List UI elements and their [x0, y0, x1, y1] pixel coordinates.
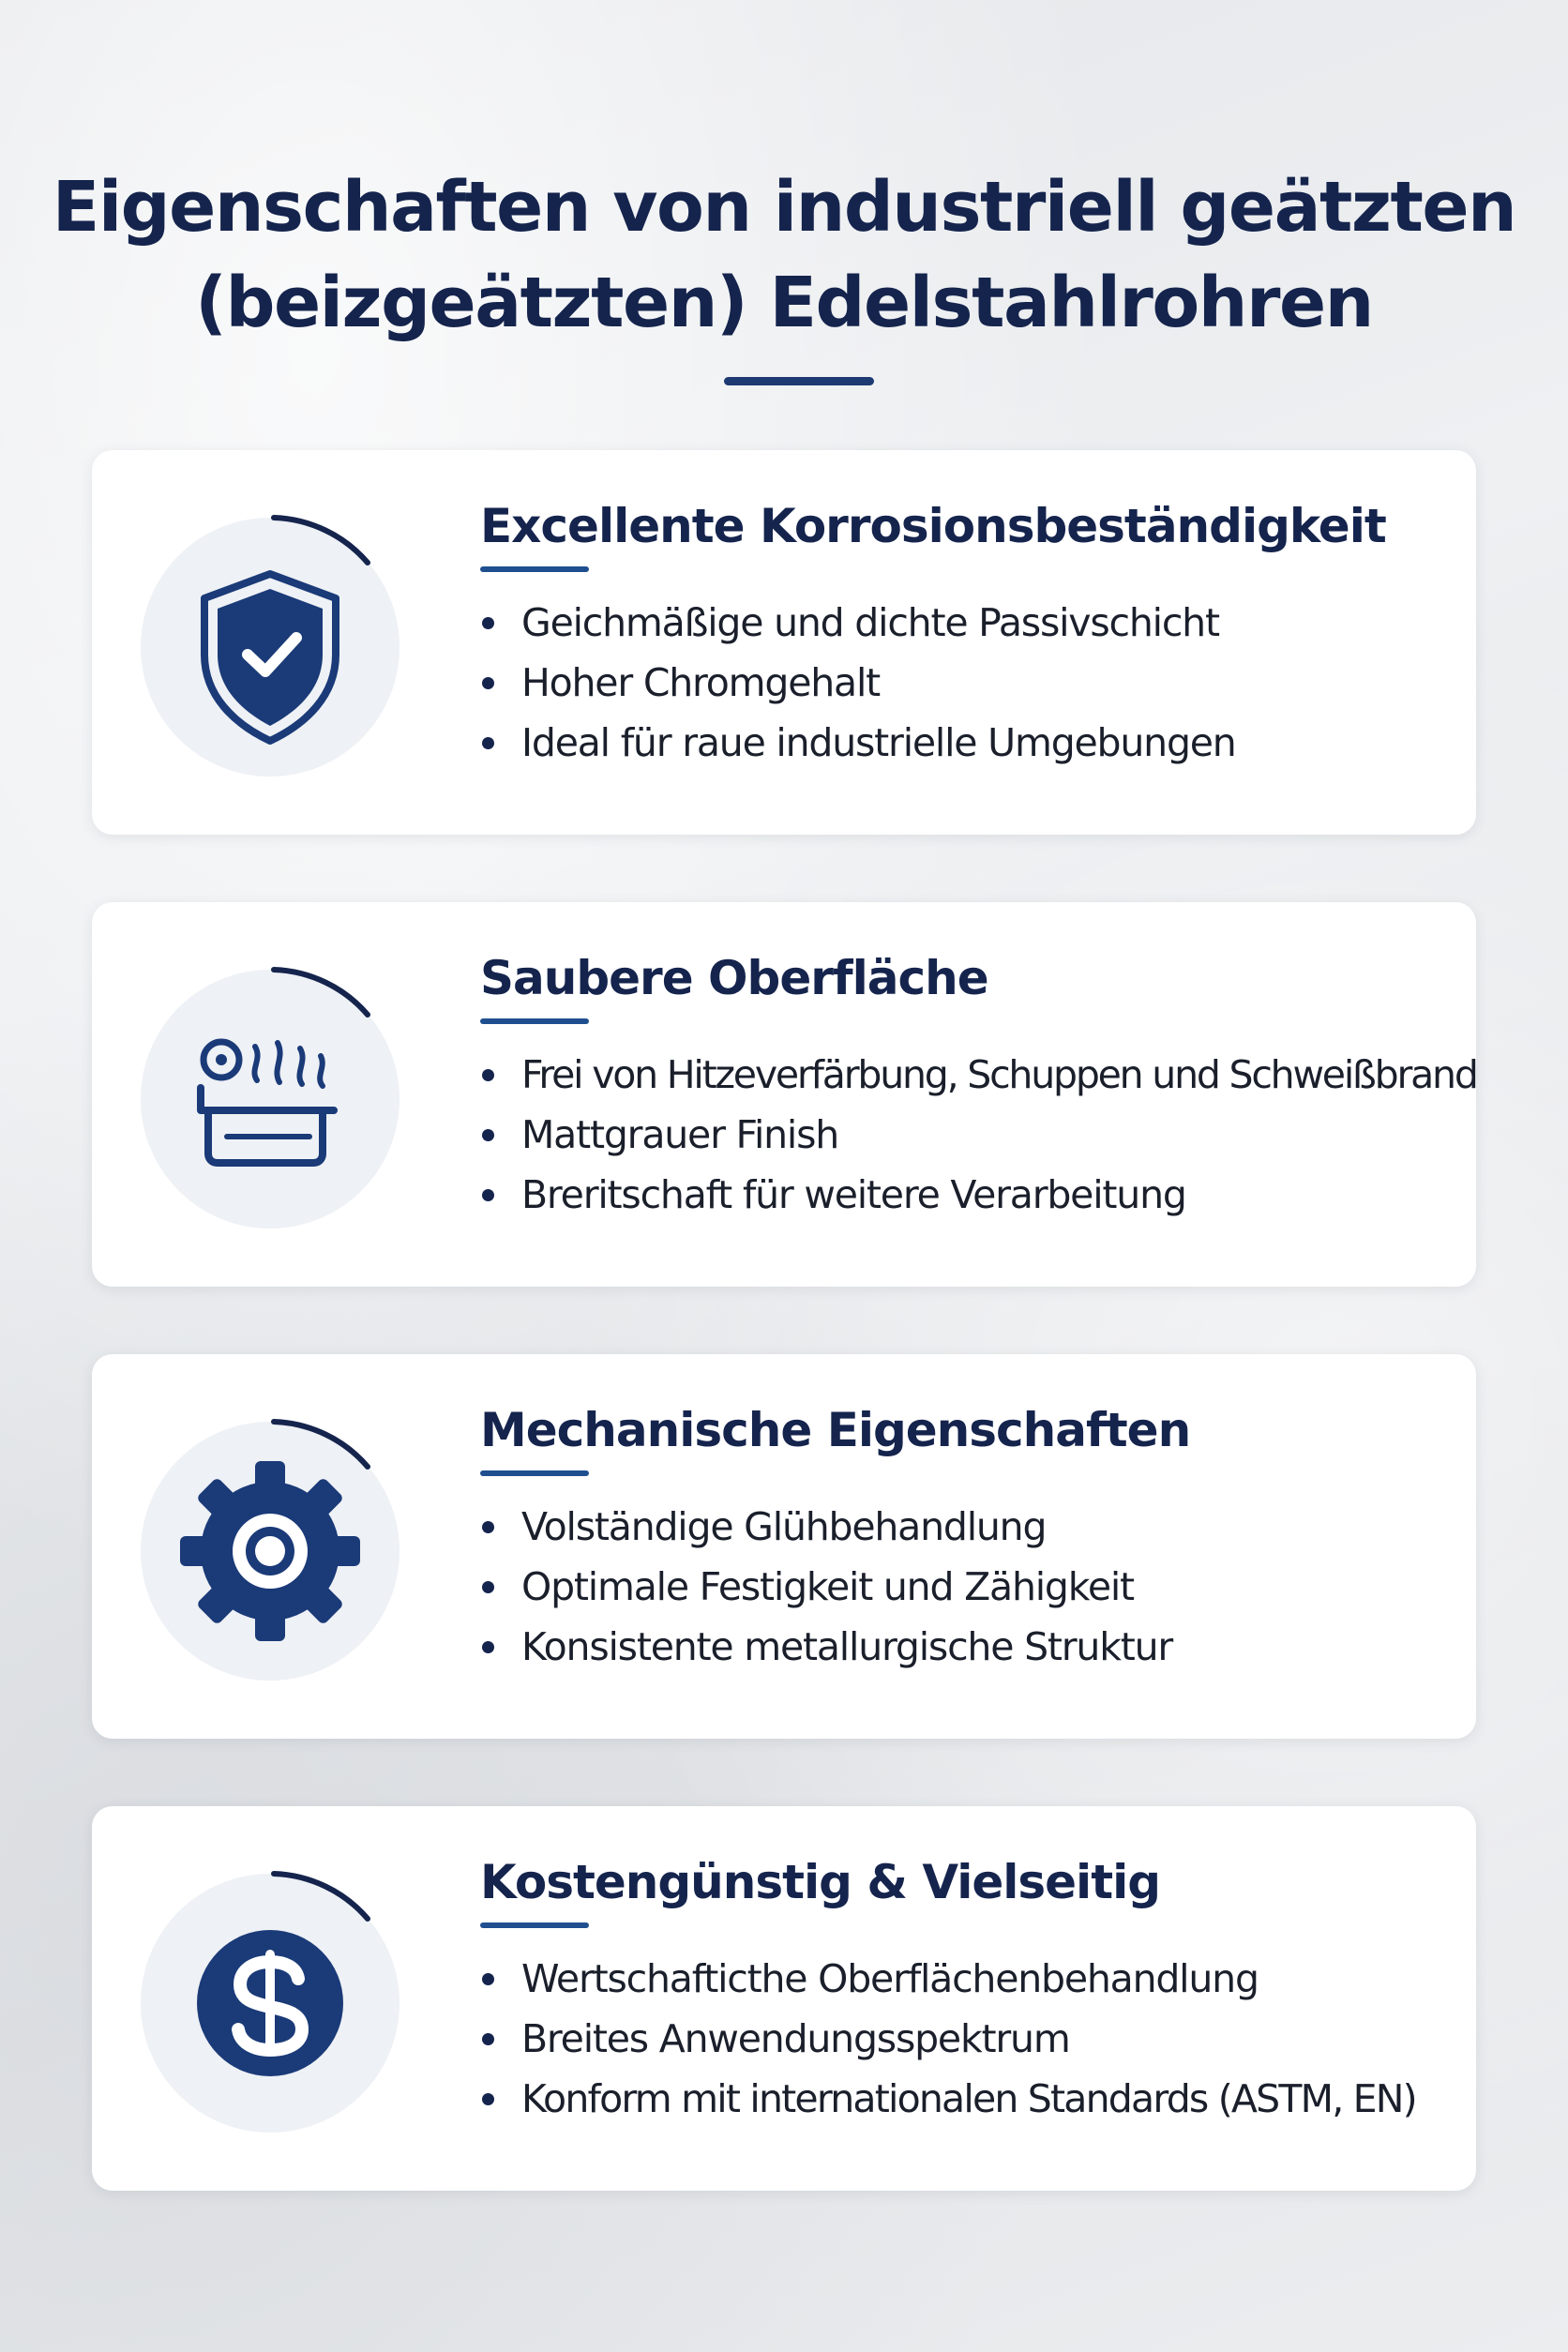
bullet-dot: [482, 1129, 494, 1141]
bullet-dot: [482, 2033, 494, 2045]
bullet-text: Konform mit internationalen Standards (ASTM, EN): [521, 2076, 1416, 2121]
bullet-dot: [482, 1973, 494, 1985]
feature-card-mechanical: [92, 1354, 1476, 1739]
clean-surface-tray-icon: [129, 958, 411, 1240]
list-item: [480, 1949, 1416, 2009]
bullet-text: Breites Anwendungsspektrum: [521, 2016, 1070, 2061]
list-item: [480, 1557, 1172, 1617]
bullet-dot: [482, 1641, 494, 1653]
list-item: [480, 1105, 1477, 1165]
bullet-dot: [482, 1069, 494, 1081]
gear-icon: [129, 1410, 411, 1692]
list-item: [480, 2009, 1416, 2069]
heading-underline: [480, 1018, 589, 1024]
bullet-text: Konsistente metallurgische Struktur: [521, 1624, 1173, 1669]
bullet-text: Hoher Chromgehalt: [521, 660, 881, 705]
heading-underline: [480, 1922, 589, 1928]
bullet-dot: [482, 617, 494, 629]
card-heading: Excellente Korrosionsbeständigkeit: [480, 499, 1386, 553]
card-heading: Mechanische Eigenschaften: [480, 1403, 1191, 1457]
page-title-line-1: Eigenschaften von industriell geätzten: [52, 167, 1516, 248]
card-heading: Kostengünstig & Vielseitig: [480, 1855, 1161, 1909]
page-title: [0, 159, 1568, 351]
heading-underline: [480, 566, 589, 572]
list-item: [480, 593, 1236, 653]
bullet-text: Frei von Hitzeverfärbung, Schuppen und Schweißbrand: [521, 1052, 1477, 1097]
list-item: [480, 1497, 1172, 1557]
bullet-list: [480, 1497, 1172, 1677]
bullet-dot: [482, 1521, 494, 1533]
card-heading: Saubere Oberfläche: [480, 951, 988, 1005]
bullet-dot: [482, 677, 494, 689]
shield-check-icon: [129, 506, 411, 788]
bullet-list: [480, 1949, 1416, 2129]
list-item: [480, 2069, 1416, 2129]
bullet-text: Optimale Festigkeit und Zähigkeit: [521, 1564, 1134, 1609]
list-item: [480, 1045, 1477, 1105]
bullet-text: Breritschaft für weitere Verarbeitung: [521, 1172, 1186, 1217]
bullet-list: [480, 593, 1236, 773]
list-item: [480, 653, 1236, 713]
bullet-text: Geichmäßige und dichte Passivschicht: [521, 600, 1219, 645]
bullet-dot: [482, 737, 494, 749]
bullet-text: Ideal für raue industrielle Umgebungen: [521, 720, 1236, 765]
bullet-dot: [482, 1581, 494, 1593]
bullet-text: Volständige Glühbehandlung: [521, 1504, 1047, 1549]
bullet-dot: [482, 2093, 494, 2105]
bullet-text: Wertschafticthe Oberflächenbehandlung: [521, 1956, 1259, 2001]
dollar-coin-icon: [129, 1862, 411, 2144]
bullet-list: [480, 1045, 1477, 1225]
heading-underline: [480, 1470, 589, 1476]
list-item: [480, 713, 1236, 773]
page-title-line-2: (beizgeätzten) Edelstahlrohren: [195, 263, 1373, 343]
feature-card-clean-surface: [92, 902, 1476, 1287]
bullet-dot: [482, 1189, 494, 1201]
list-item: [480, 1165, 1477, 1225]
title-underline: [724, 377, 874, 385]
list-item: [480, 1617, 1172, 1677]
bullet-text: Mattgrauer Finish: [521, 1112, 839, 1157]
feature-card-corrosion: [92, 450, 1476, 835]
feature-card-cost: [92, 1806, 1476, 2191]
